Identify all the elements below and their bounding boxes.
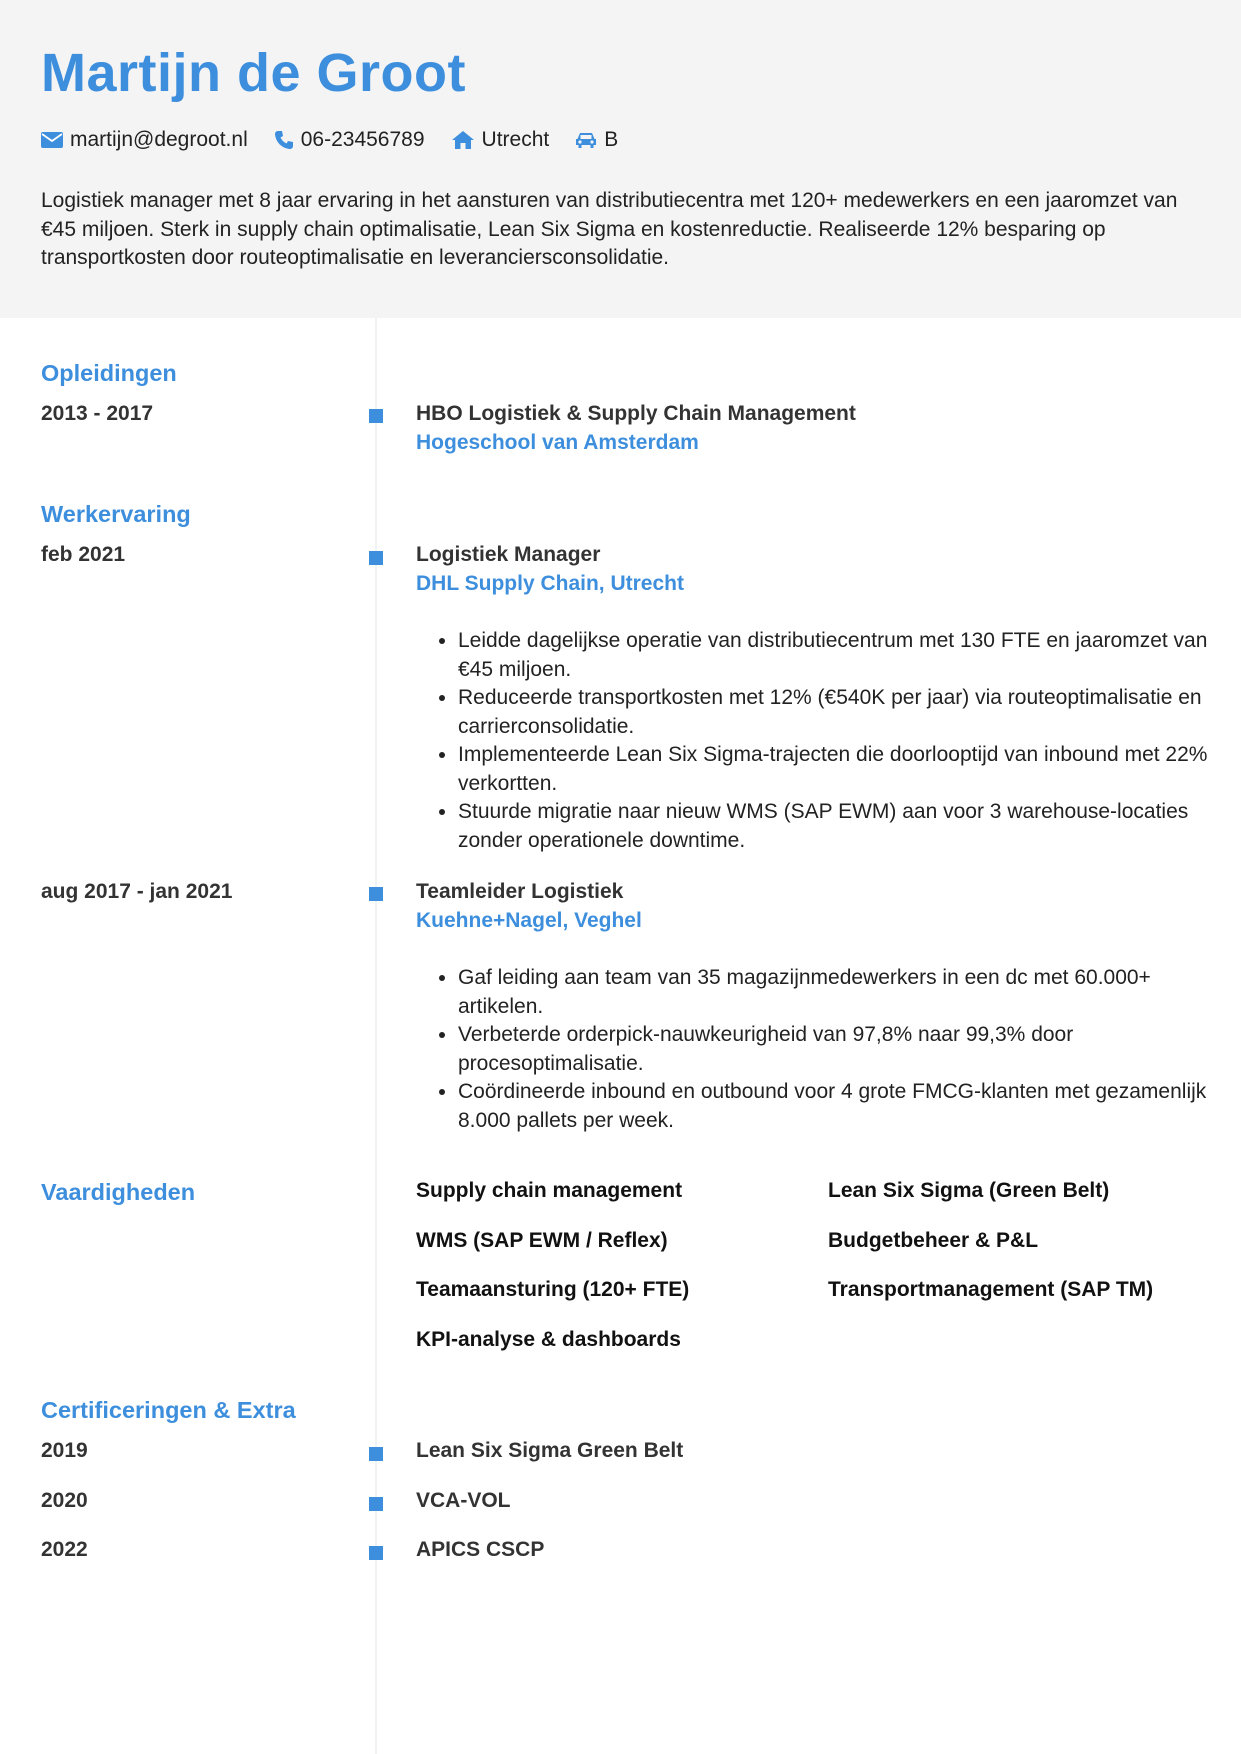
section-title-education: Opleidingen [41, 360, 177, 386]
timeline-divider [375, 318, 377, 1754]
skill-item: Budgetbeheer & P&L [828, 1229, 1039, 1252]
city-text: Utrecht [481, 128, 550, 151]
skill-item: Supply chain management [416, 1179, 683, 1202]
cert-name: APICS CSCP [416, 1538, 545, 1561]
timeline-marker [369, 551, 383, 565]
skill-item: WMS (SAP EWM / Reflex) [416, 1229, 668, 1252]
cert-year: 2022 [41, 1538, 88, 1561]
timeline-marker [369, 1546, 383, 1560]
job-bullets [416, 627, 1238, 855]
list-item: • Coördineerde inbound en outbound voor 4 grote FMCG-klanten met gezamenlijk 8.000 pallets per week. [458, 1078, 1238, 1135]
cert-name: Lean Six Sigma Green Belt [416, 1439, 684, 1462]
timeline-marker [369, 409, 383, 423]
phone-text: 06-23456789 [300, 128, 425, 151]
timeline-marker [369, 1447, 383, 1461]
list-item: • Implementeerde Lean Six Sigma-trajecten die doorlooptijd van inbound met 22% verkortten. [458, 741, 1238, 798]
job-title: Logistiek Manager [416, 543, 601, 566]
job-date: aug 2017 - jan 2021 [41, 880, 233, 903]
section-title-certifications: Certificeringen & Extra [41, 1397, 296, 1423]
skill-item: Transportmanagement (SAP TM) [828, 1278, 1154, 1301]
education-institution: Hogeschool van Amsterdam [416, 431, 699, 454]
education-degree: HBO Logistiek & Supply Chain Management [416, 402, 856, 425]
contact-phone[interactable] [274, 128, 425, 152]
contact-bar [41, 128, 644, 152]
phone-icon [274, 130, 294, 150]
timeline-marker [369, 1497, 383, 1511]
section-title-experience: Werkervaring [41, 501, 191, 527]
cert-year: 2019 [41, 1439, 88, 1462]
list-item: • Stuurde migratie naar nieuw WMS (SAP EWM) aan voor 3 warehouse-locaties zonder operationele downtime. [458, 798, 1238, 855]
profile-summary: Logistiek manager met 8 jaar ervaring in het aansturen van distributiecentra met 120+ medewerkers en een jaaromzet van €45 miljoen. Sterk in supply chain optimalisatie, Lean Six Sigma en kostenreductie. Realiseerde 12% besparing op transportkosten door routeoptimalisatie en leveranciersconsolidatie. [41, 189, 1178, 269]
job-company: Kuehne+Nagel, Veghel [416, 909, 642, 932]
skill-item: KPI-analyse & dashboards [416, 1328, 681, 1351]
cert-name: VCA-VOL [416, 1489, 511, 1512]
skill-item: Lean Six Sigma (Green Belt) [828, 1179, 1110, 1202]
candidate-name: Martijn de Groot [41, 43, 466, 103]
home-icon [451, 130, 475, 150]
list-item: • Verbeterde orderpick-nauwkeurigheid van 97,8% naar 99,3% door procesoptimalisatie. [458, 1021, 1238, 1078]
cert-year: 2020 [41, 1489, 88, 1512]
skill-item: Teamaansturing (120+ FTE) [416, 1278, 690, 1301]
job-title: Teamleider Logistiek [416, 880, 624, 903]
list-item: • Leidde dagelijkse operatie van distributiecentrum met 130 FTE en jaaromzet van €45 miljoen. [458, 627, 1238, 684]
section-title-skills: Vaardigheden [41, 1179, 196, 1205]
education-date: 2013 - 2017 [41, 402, 154, 425]
license-text: B [604, 128, 619, 151]
contact-license [575, 128, 618, 152]
header [0, 0, 1241, 318]
job-date: feb 2021 [41, 543, 126, 566]
job-bullets [416, 964, 1238, 1135]
job-company: DHL Supply Chain, Utrecht [416, 572, 684, 595]
contact-city [451, 128, 550, 152]
list-item: • Gaf leiding aan team van 35 magazijnmedewerkers in een dc met 60.000+ artikelen. [458, 964, 1238, 1021]
email-text: martijn@degroot.nl [70, 128, 248, 151]
contact-email[interactable] [41, 128, 248, 152]
envelope-icon [41, 132, 63, 148]
list-item: • Reduceerde transportkosten met 12% (€540K per jaar) via routeoptimalisatie en carrierconsolidatie. [458, 684, 1238, 741]
car-icon [575, 131, 597, 149]
timeline-marker [369, 887, 383, 901]
